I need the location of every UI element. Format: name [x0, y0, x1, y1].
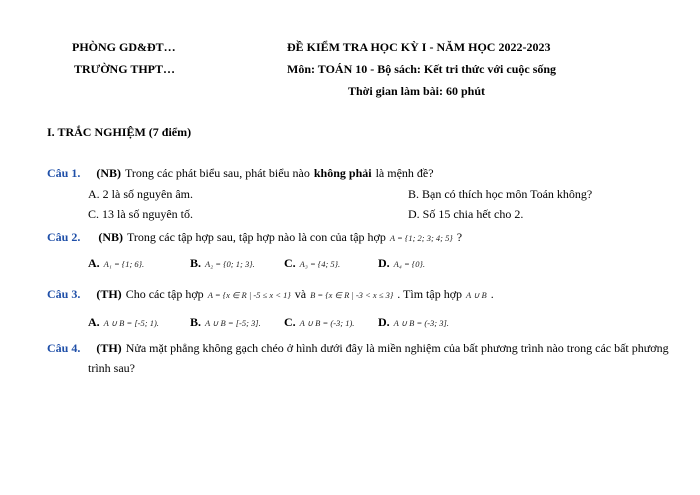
- question-text-end: là mệnh đề?: [375, 166, 434, 180]
- option-letter: D.: [378, 315, 390, 329]
- option-formula: A ∪ B = (-3; 3].: [393, 318, 449, 328]
- question-level: (NB): [96, 166, 122, 180]
- union-formula: A ∪ B: [466, 290, 487, 300]
- header-exam-title: ĐỀ KIỂM TRA HỌC KỲ I - NĂM HỌC 2022-2023: [287, 40, 551, 54]
- question-4-continuation: trình sau?: [88, 361, 135, 375]
- option-letter: D.: [378, 256, 390, 270]
- option-letter: B.: [190, 256, 202, 270]
- question-2: [47, 230, 462, 245]
- question-1: [47, 166, 434, 181]
- question-4: [47, 341, 669, 356]
- header-department: PHÒNG GD&ĐT…: [72, 40, 176, 54]
- q3-option-d[interactable]: [378, 315, 449, 330]
- question-end: .: [490, 287, 494, 301]
- q2-option-c[interactable]: [284, 256, 340, 271]
- set-b-formula: B = {x ∈ R | -3 < x ≤ 3}: [310, 290, 394, 300]
- question-level: (NB): [98, 230, 124, 244]
- question-label: Câu 4.: [47, 341, 81, 355]
- option-letter: B.: [190, 315, 202, 329]
- question-conjunction: và: [294, 287, 307, 301]
- header-subject: Môn: TOÁN 10 - Bộ sách: Kết tri thức với cuộc sống: [287, 62, 557, 76]
- question-ask: . Tìm tập hợp: [397, 287, 463, 301]
- question-text: Nửa mặt phẳng không gạch chéo ở hình dưới đây là miền nghiệm của bất phương trình nào trong các bất phương: [125, 341, 669, 355]
- header-duration: Thời gian làm bài: 60 phút: [348, 84, 486, 98]
- q1-option-d[interactable]: D. Số 15 chia hết cho 2.: [408, 207, 524, 221]
- question-end: ?: [456, 230, 463, 244]
- option-letter: A.: [88, 256, 100, 270]
- option-formula: A ∪ B = [-5; 1).: [103, 318, 159, 328]
- header-school: TRƯỜNG THPT…: [74, 62, 176, 76]
- q2-option-b[interactable]: [190, 256, 255, 271]
- option-formula: A ∪ B = [-5; 3].: [205, 318, 261, 328]
- option-letter: C.: [284, 256, 296, 270]
- option-letter: A.: [88, 315, 100, 329]
- question-emphasis: không phải: [313, 166, 372, 180]
- question-label: Câu 2.: [47, 230, 81, 244]
- option-formula: A₂ = {0; 1; 3}.: [205, 259, 255, 269]
- q2-option-a[interactable]: [88, 256, 144, 271]
- option-formula: A₄ = {0}.: [393, 259, 425, 269]
- q3-option-a[interactable]: [88, 315, 159, 330]
- set-a-formula: A = {x ∈ R | -5 ≤ x < 1}: [207, 290, 291, 300]
- q1-option-b[interactable]: B. Bạn có thích học môn Toán không?: [408, 187, 593, 201]
- q1-option-a[interactable]: A. 2 là số nguyên âm.: [88, 187, 193, 201]
- q1-option-c[interactable]: C. 13 là số nguyên tố.: [88, 207, 193, 221]
- option-letter: C.: [284, 315, 296, 329]
- question-level: (TH): [96, 341, 122, 355]
- q2-option-d[interactable]: [378, 256, 425, 271]
- q3-option-b[interactable]: [190, 315, 261, 330]
- question-3: [47, 287, 494, 302]
- q3-option-c[interactable]: [284, 315, 354, 330]
- option-formula: A ∪ B = (-3; 1).: [299, 318, 355, 328]
- option-formula: A₁ = {1; 6}.: [103, 259, 145, 269]
- question-label: Câu 3.: [47, 287, 81, 301]
- set-formula: A = {1; 2; 3; 4; 5}: [389, 233, 453, 243]
- question-level: (TH): [96, 287, 122, 301]
- section-title: I. TRẮC NGHIỆM (7 điểm): [47, 125, 192, 139]
- option-formula: A₃ = {4; 5}.: [299, 259, 341, 269]
- question-text: Cho các tập hợp: [125, 287, 204, 301]
- question-label: Câu 1.: [47, 166, 81, 180]
- question-text: Trong các phát biểu sau, phát biểu nào: [125, 166, 310, 180]
- question-text: Trong các tập hợp sau, tập hợp nào là con của tập hợp: [127, 230, 386, 244]
